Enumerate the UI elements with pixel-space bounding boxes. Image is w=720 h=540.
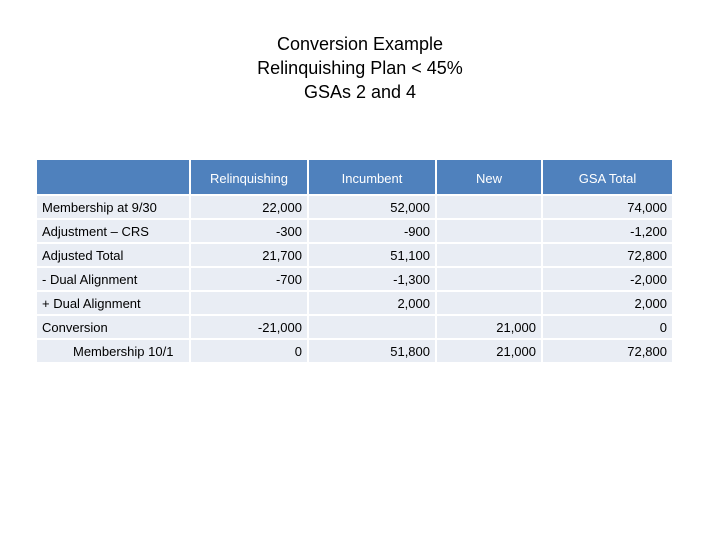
header-blank xyxy=(37,160,189,194)
cell-new xyxy=(435,220,541,242)
cell-incumbent: -900 xyxy=(307,220,435,242)
cell-total: -1,200 xyxy=(541,220,672,242)
table-row xyxy=(37,292,672,314)
cell-incumbent: -1,300 xyxy=(307,268,435,290)
cell-relinquishing: 21,700 xyxy=(189,244,307,266)
cell-relinquishing xyxy=(189,292,307,314)
title-line-3: GSAs 2 and 4 xyxy=(303,82,417,102)
header-incumbent: Incumbent xyxy=(307,160,435,194)
cell-total: 74,000 xyxy=(541,196,672,218)
cell-incumbent: 52,000 xyxy=(307,196,435,218)
table-row xyxy=(37,244,672,266)
row-label: + Dual Alignment xyxy=(37,292,189,314)
cell-new xyxy=(435,268,541,290)
row-label: Adjustment – CRS xyxy=(37,220,189,242)
row-label: Membership at 9/30 xyxy=(37,196,189,218)
title-line-1: Conversion Example xyxy=(276,34,444,54)
table-row xyxy=(37,316,672,338)
row-label: Conversion xyxy=(37,316,189,338)
cell-new: 21,000 xyxy=(435,316,541,338)
table-row xyxy=(37,196,672,218)
row-label: Adjusted Total xyxy=(37,244,189,266)
cell-total: 72,800 xyxy=(541,244,672,266)
cell-incumbent xyxy=(307,316,435,338)
table-row xyxy=(37,220,672,242)
cell-incumbent: 51,800 xyxy=(307,340,435,362)
cell-relinquishing: -700 xyxy=(189,268,307,290)
header-row xyxy=(37,160,672,194)
cell-new xyxy=(435,196,541,218)
table-row xyxy=(37,268,672,290)
row-label: Membership 10/1 xyxy=(37,340,189,362)
cell-relinquishing: -300 xyxy=(189,220,307,242)
cell-relinquishing: 22,000 xyxy=(189,196,307,218)
row-label: - Dual Alignment xyxy=(37,268,189,290)
slide-title xyxy=(0,32,720,104)
cell-total: -2,000 xyxy=(541,268,672,290)
cell-incumbent: 2,000 xyxy=(307,292,435,314)
cell-relinquishing: 0 xyxy=(189,340,307,362)
cell-new xyxy=(435,244,541,266)
cell-total: 0 xyxy=(541,316,672,338)
cell-relinquishing: -21,000 xyxy=(189,316,307,338)
cell-new xyxy=(435,292,541,314)
cell-total: 2,000 xyxy=(541,292,672,314)
cell-total: 72,800 xyxy=(541,340,672,362)
title-line-2: Relinquishing Plan < 45% xyxy=(257,58,463,78)
cell-incumbent: 51,100 xyxy=(307,244,435,266)
header-new: New xyxy=(435,160,541,194)
table-row xyxy=(37,340,672,362)
conversion-table xyxy=(37,158,672,364)
header-relinquishing: Relinquishing xyxy=(189,160,307,194)
cell-new: 21,000 xyxy=(435,340,541,362)
header-gsa-total: GSA Total xyxy=(541,160,672,194)
